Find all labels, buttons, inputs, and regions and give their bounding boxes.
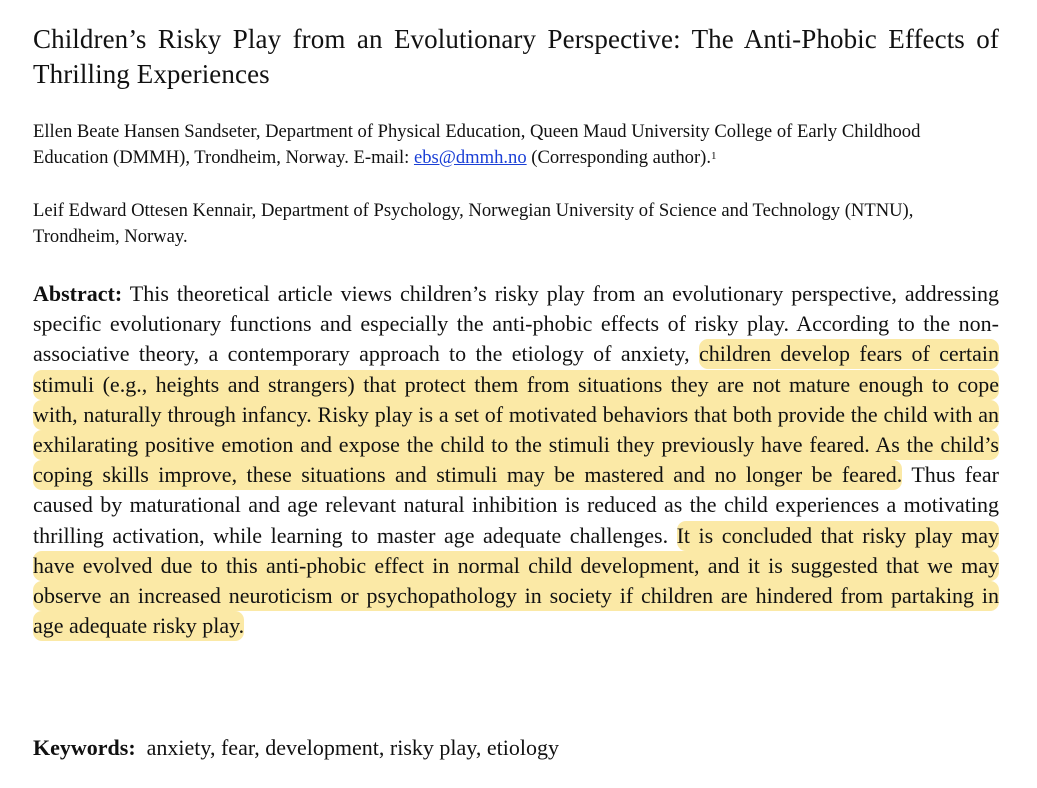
abstract-highlight-1: children develop fears of certain stimuli (e.g., heights and strangers) that protect them from situations they are not mature enough to cope with, naturally through infancy. Risky play is a set of motivated behaviors that both provide the child with an exhilarating positive emotion and expose the child to the stimuli they previously have feared. As the child’s coping skills improve, these situations and stimuli may be mastered and no longer be feared. (33, 339, 999, 490)
author-email-link[interactable]: ebs@dmmh.no (413, 147, 527, 168)
abstract-paragraph (33, 279, 999, 641)
keywords-label: Keywords: (33, 735, 136, 760)
abstract-text-1: This theoretical article views children’s risky play from an evolutionary perspective, addressing specific evolutionary functions and especially the anti-phobic effects of risky play. According to the non-associative theory, a contemporary approach to the etiology of anxiety, (33, 281, 999, 367)
abstract-label: Abstract: (33, 281, 123, 306)
author-1-text: Ellen Beate Hansen Sandseter, Department of Physical Education, Queen Maud University College of Early Childhood Education (DMMH), Trondheim, Norway. E-mail: (33, 121, 921, 168)
abstract-text-2: Thus fear caused by maturational and age relevant natural inhibition is reduced as the child experiences a motivating thrilling activation, while learning to master age adequate challenges. (33, 462, 999, 548)
author-1-note: (Corresponding author). (526, 147, 711, 168)
keywords-text: anxiety, fear, development, risky play, etiology (135, 735, 559, 760)
author-2-affiliation: Leif Edward Ottesen Kennair, Department of Psychology, Norwegian University of Science and Technology (NTNU), Trondheim, Norway. (33, 200, 914, 247)
paper-title: Children’s Risky Play from an Evolutionary Perspective: The Anti-Phobic Effects of Thrilling Experiences (33, 24, 999, 89)
author-1-affiliation (33, 119, 999, 171)
keywords-line (33, 733, 999, 763)
footnote-marker: 1 (711, 150, 717, 162)
abstract-highlight-2: It is concluded that risky play may have evolved due to this anti-phobic effect in normal child development, and it is suggested that we may observe an increased neuroticism or psychopathology in society if children are hindered from partaking in age adequate risky play. (33, 521, 999, 642)
